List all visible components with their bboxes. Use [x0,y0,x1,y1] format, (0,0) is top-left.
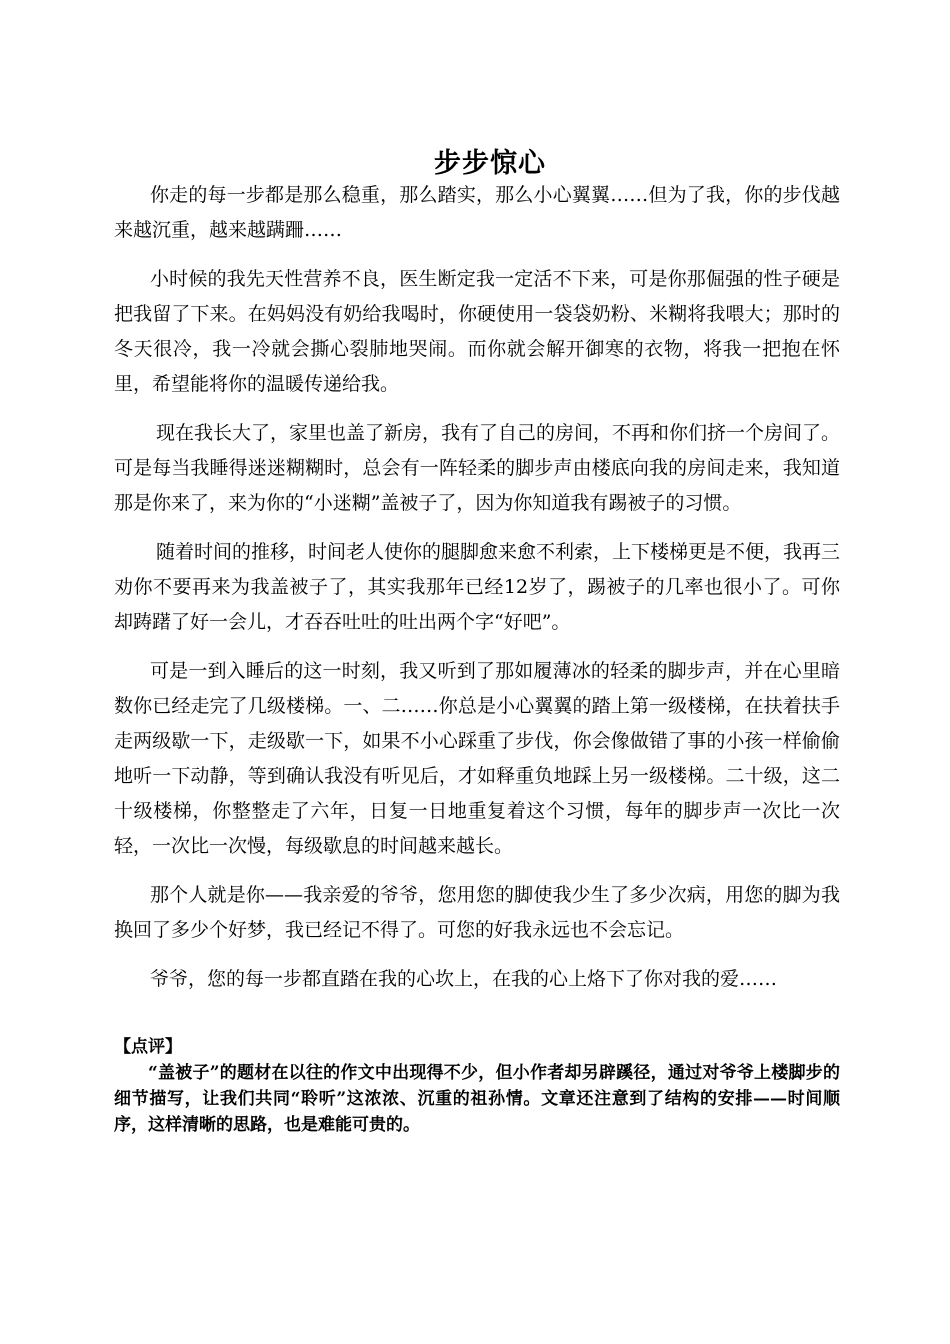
paragraph-childhood: 小时候的我先天性营养不良，医生断定我一定活不下来，可是你那倔强的性子硬是把我留了下来。在妈妈没有奶给我喝时，你硬使用一袋袋奶粉、米糊将我喂大；那时的冬天很冷，我一冷就会撕心裂肺地哭闹。而你就会解开御寒的衣物，将我一把抱在怀里，希望能将你的温暖传递给我。 [114,268,840,395]
essay-title: 步步惊心 [434,148,546,180]
paragraph-grandpa: 那个人就是你——我亲爱的爷爷，您用您的脚使我少生了多少次病，用您的脚为我换回了多少个好梦，我已经记不得了。可您的好我永远也不会忘记。 [114,884,840,941]
paragraph-new-house: 现在我长大了，家里也盖了新房，我有了自己的房间，不再和你们挤一个房间了。可是每当我睡得迷迷糊糊时，总会有一阵轻柔的脚步声由楼底向我的房间走来，我知道那是你来了，来为你的“小迷糊”盖被子了，因为你知道我有踢被子的习惯。 [114,422,841,514]
comment-text: “盖被子”的题材在以往的作文中出现得不少，但小作者却另辟蹊径，通过对爷爷上楼脚步的细节描写，让我们共同“聆听”这浓浓、沉重的祖孙情。文章还注意到了结构的安排——时间顺序，这样清晰的思路，也是难能可贵的。 [114,1063,840,1135]
paragraph-footsteps: 可是一到入睡后的这一时刻，我又听到了那如履薄冰的轻柔的脚步声，并在心里暗数你已经走完了几级楼梯。一、二……你总是小心翼翼的踏上第一级楼梯，在扶着扶手走两级歇一下，走级歇一下，如果不小心踩重了步伐，你会像做错了事的小孩一样偷偷地听一下动静，等到确认我没有听见后，才如释重负地踩上另一级楼梯。二十级，这二十级楼梯，你整整走了六年，日复一日地重复着这个习惯，每年的脚步声一次比一次轻，一次比一次慢，每级歇息的时间越来越长。 [114,660,840,857]
essay-body [114,178,840,1011]
paragraph-conclusion: 爷爷，您的每一步都直踏在我的心坎上，在我的心上烙下了你对我的爱…… [150,968,778,990]
paragraph-time-passes: 随着时间的推移，时间老人使你的腿脚愈来愈不利索，上下楼梯更是不便，我再三劝你不要再来为我盖被子了，其实我那年已经12岁了，踢被子的几率也很小了。可你却踌躇了好一会儿，才吞吞吐吐的吐出两个字“好吧”。 [114,541,841,633]
teacher-comment [114,1034,840,1138]
paragraph-intro: 你走的每一步都是那么稳重，那么踏实，那么小心翼翼……但为了我，你的步伐越来越沉重，越来越蹒跚…… [114,184,840,241]
comment-heading: 【点评】 [114,1037,182,1057]
